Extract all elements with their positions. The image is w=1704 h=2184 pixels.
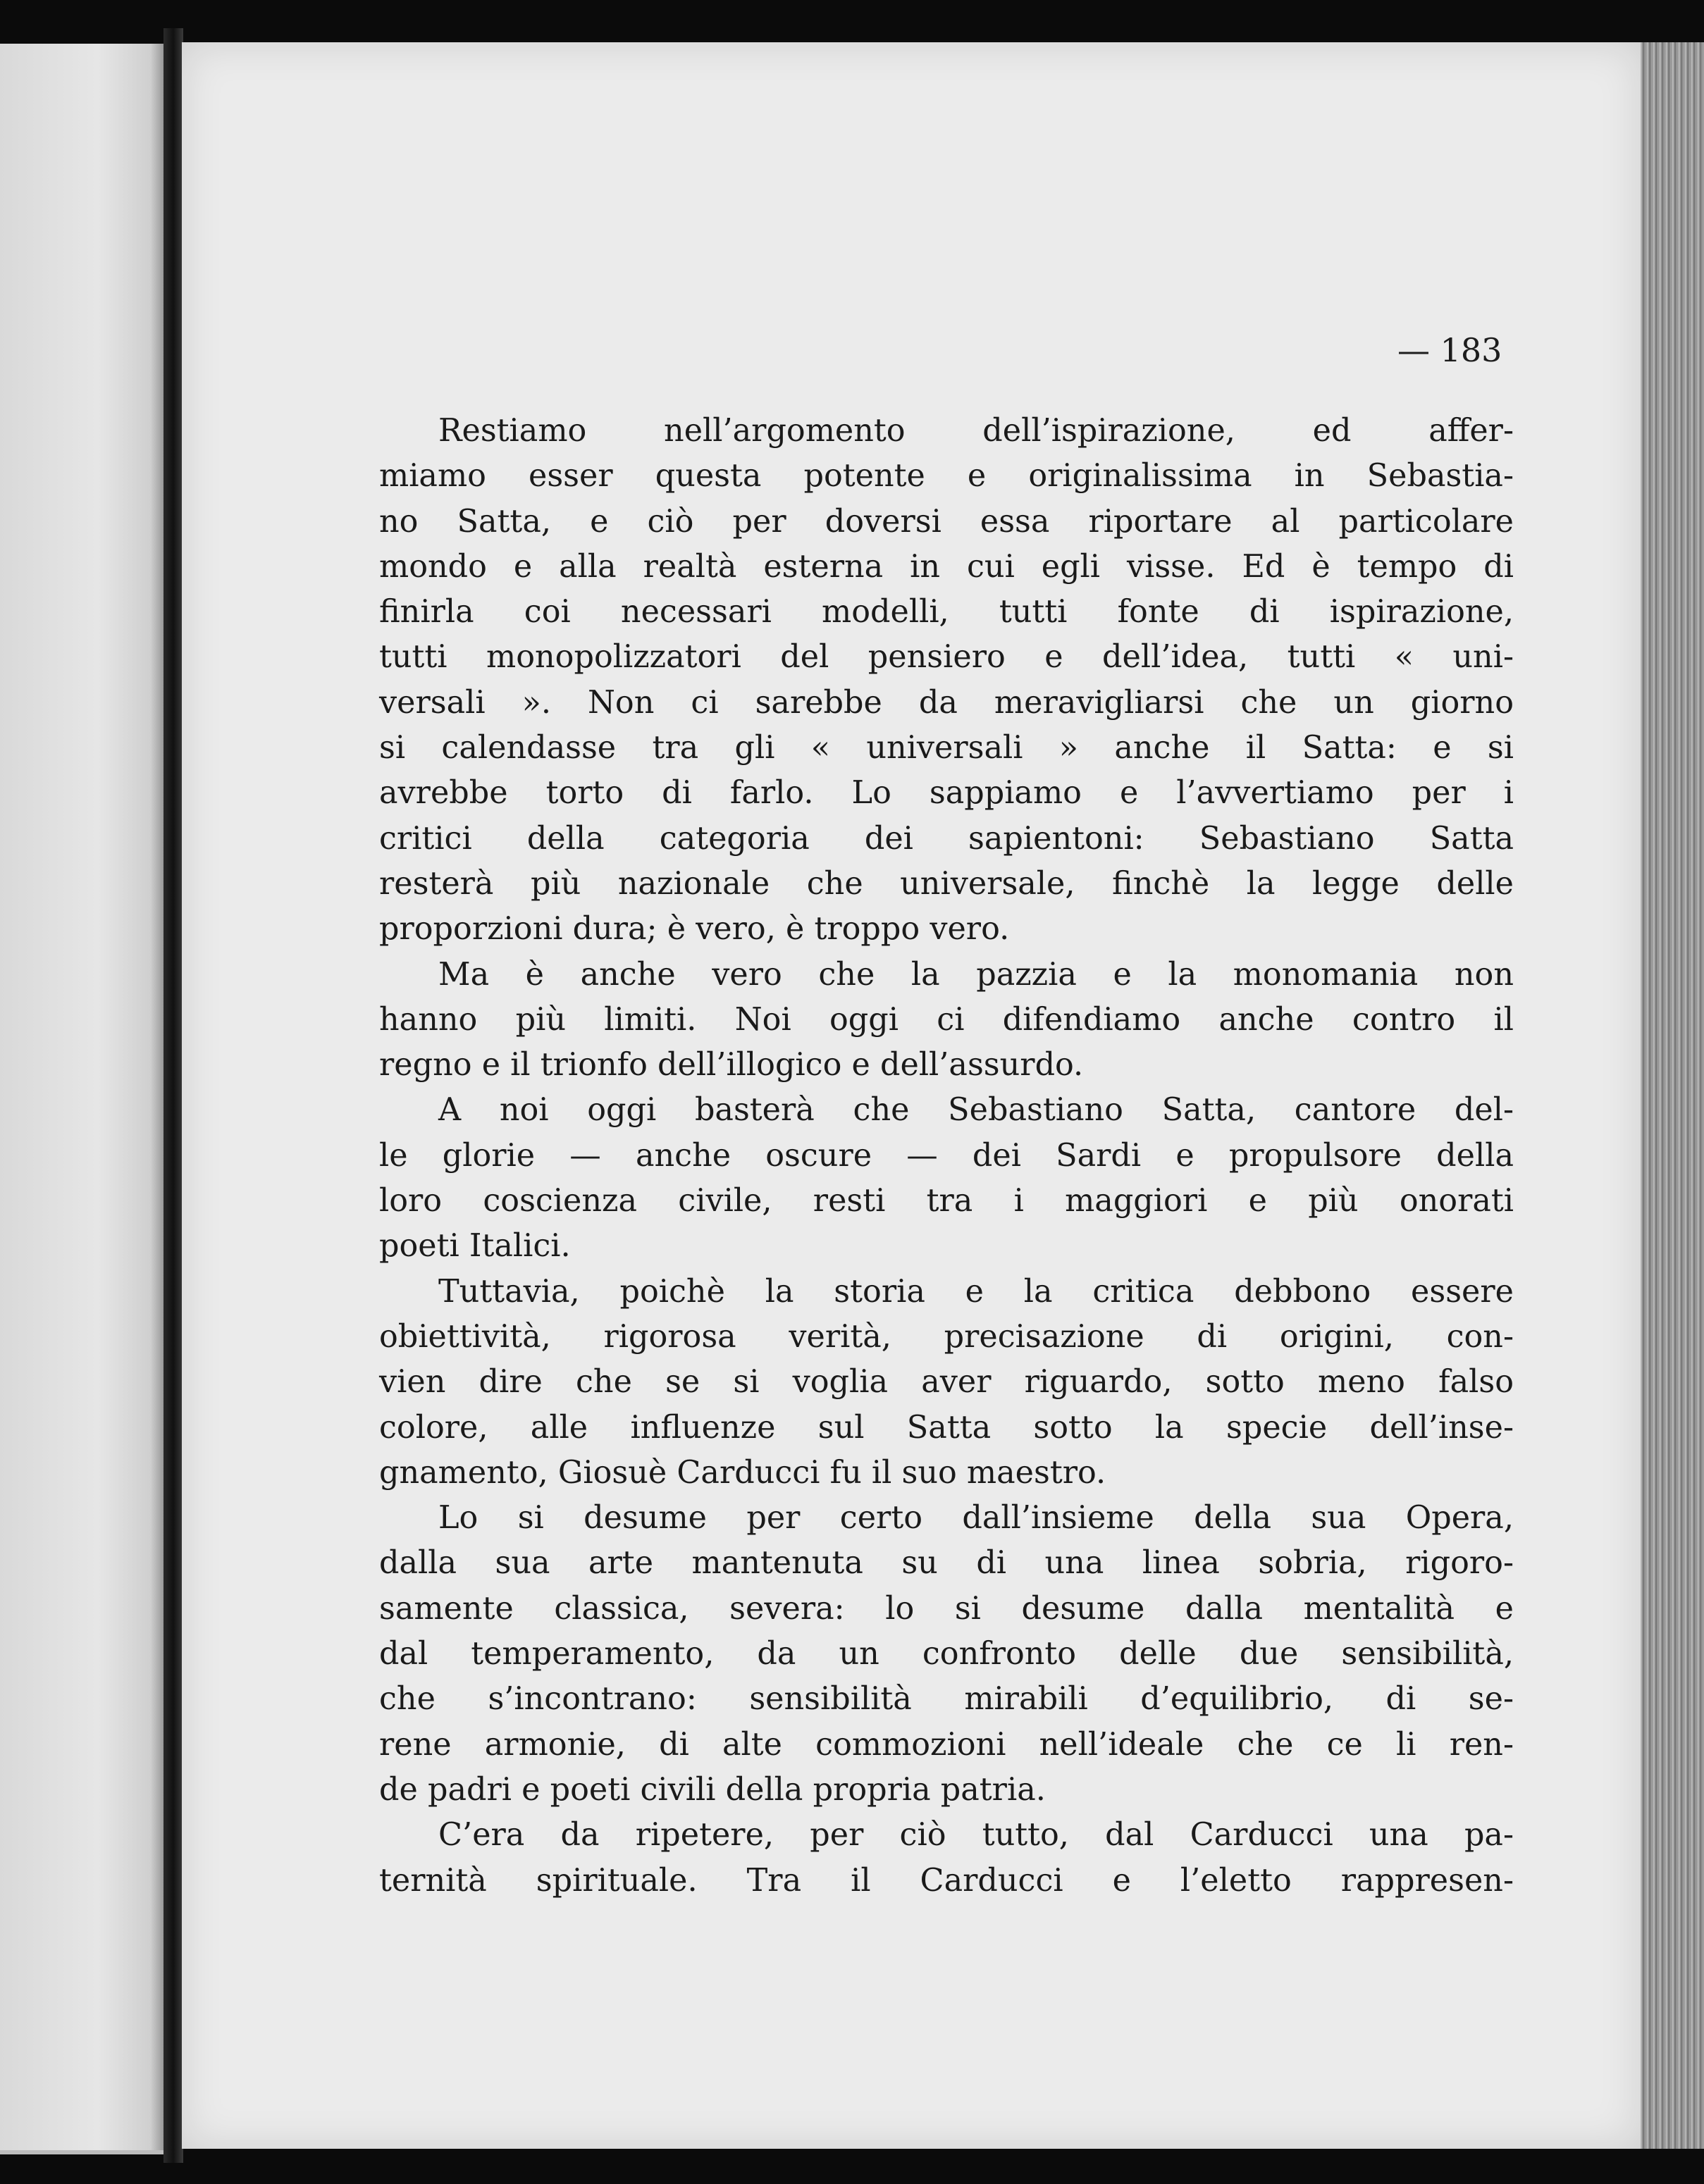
text-line: versali ». Non ci sarebbe da meravigliarsi che un giorno <box>379 684 1514 721</box>
text-line: mondo e alla realtà esterna in cui egli visse. Ed è tempo di <box>379 548 1514 585</box>
body-text <box>379 409 1514 1904</box>
text-line: obiettività, rigorosa verità, precisazione di origini, con- <box>379 1318 1514 1355</box>
text-line: samente classica, severa: lo si desume dalla mentalità e <box>379 1590 1514 1627</box>
book-gutter <box>163 28 183 2163</box>
text-line: Ma è anche vero che la pazzia e la monomania non <box>438 956 1514 993</box>
text-line: finirla coi necessari modelli, tutti fonte di ispirazione, <box>379 594 1514 631</box>
text-line: resterà più nazionale che universale, finchè la legge delle <box>379 865 1514 902</box>
text-line: dal temperamento, da un confronto delle due sensibilità, <box>379 1636 1514 1673</box>
text-line: ternità spirituale. Tra il Carducci e l’eletto rappresen- <box>379 1862 1514 1899</box>
text-line: si calendasse tra gli « universali » anche il Satta: e si <box>379 730 1514 767</box>
text-line: critici della categoria dei sapientoni: Sebastiano Satta <box>379 820 1514 857</box>
text-line: loro coscienza civile, resti tra i maggiori e più onorati <box>379 1183 1514 1220</box>
text-line: avrebbe torto di farlo. Lo sappiamo e l’avvertiamo per i <box>379 775 1514 812</box>
text-line: de padri e poeti civili della propria patria. <box>379 1771 1046 1808</box>
text-line: Lo si desume per certo dall’insieme della sua Opera, <box>438 1500 1514 1537</box>
text-line: regno e il trionfo dell’illogico e dell’assurdo. <box>379 1047 1084 1084</box>
text-line: rene armonie, di alte commozioni nell’ideale che ce li ren- <box>379 1726 1514 1763</box>
text-line: miamo esser questa potente e originalissima in Sebastia- <box>379 458 1514 495</box>
text-line: vien dire che se si voglia aver riguardo, sotto meno falso <box>379 1364 1514 1401</box>
text-line: che s’incontrano: sensibilità mirabili d’equilibrio, di se- <box>379 1681 1514 1718</box>
text-line: no Satta, e ciò per doversi essa riportare al particolare <box>379 503 1514 540</box>
book-page <box>182 42 1641 2149</box>
text-line: tutti monopolizzatori del pensiero e dell’idea, tutti « uni- <box>379 639 1514 676</box>
text-line: A noi oggi basterà che Sebastiano Satta, cantore del- <box>438 1092 1514 1129</box>
text-line: proporzioni dura; è vero, è troppo vero. <box>379 911 1010 948</box>
text-line: Tuttavia, poichè la storia e la critica debbono essere <box>438 1273 1514 1310</box>
text-line: Restiamo nell’argomento dell’ispirazione, ed affer- <box>438 413 1514 449</box>
text-line: hanno più limiti. Noi oggi ci difendiamo anche contro il <box>379 1001 1514 1038</box>
text-line: dalla sua arte mantenuta su di una linea sobria, rigoro- <box>379 1545 1514 1582</box>
facing-page-edge <box>0 44 163 2154</box>
text-line: colore, alle influenze sul Satta sotto la specie dell’inse- <box>379 1409 1514 1446</box>
text-line: le glorie — anche oscure — dei Sardi e propulsore della <box>379 1137 1514 1174</box>
page-number: — 183 <box>1397 331 1502 369</box>
text-line: gnamento, Giosuè Carducci fu il suo maestro. <box>379 1454 1106 1491</box>
text-line: C’era da ripetere, per ciò tutto, dal Carducci una pa- <box>438 1817 1514 1854</box>
text-line: poeti Italici. <box>379 1228 571 1265</box>
